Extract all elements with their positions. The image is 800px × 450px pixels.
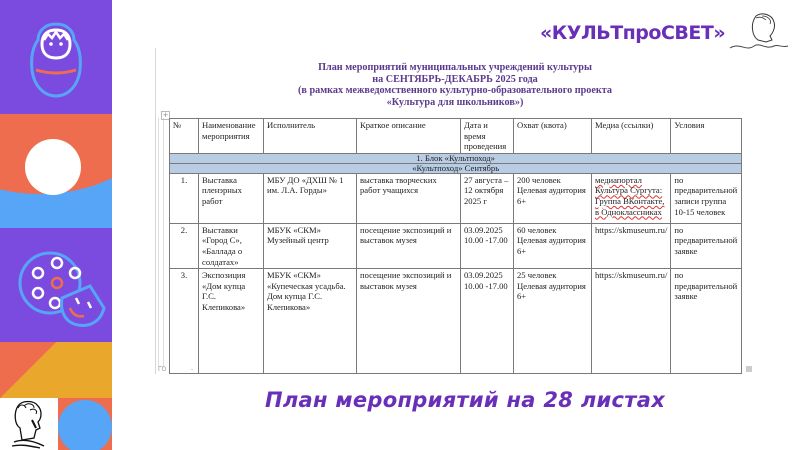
title-line-1: План мероприятий муниципальных учреждений культуры (318, 62, 592, 73)
section-month-row (170, 163, 742, 173)
matryoshka-tile (0, 0, 112, 114)
footer-mid-label: - (191, 366, 194, 373)
section-block-row (170, 153, 742, 163)
header-name: Наименование мероприятия (199, 119, 264, 154)
table-header-row (170, 119, 742, 154)
cell-coverage: 25 человек Целевая аудитория 6+ (514, 269, 592, 374)
title-line-3: (в рамках межведомственного культурно-образовательного проекта (298, 85, 612, 96)
section-block-label: 1. Блок «Культпоход» (170, 153, 742, 163)
film-reel-theatre-mask-icon (0, 228, 112, 342)
cell-conditions: по предварительной записи группа 10-15 человек (671, 173, 742, 223)
cell-media[interactable]: https://skmuseum.ru/ (592, 223, 671, 268)
cell-executor: МБУК «СКМ» Музейный центр (264, 223, 357, 268)
sun-wave-tile (0, 114, 112, 228)
vertical-ruler (158, 118, 164, 367)
header-media: Медиа (ссылки) (592, 119, 671, 154)
header-description: Краткое описание (357, 119, 461, 154)
events-table (169, 118, 742, 374)
cell-date: 03.09.2025 10.00 -17.00 (461, 269, 514, 374)
cell-conditions: по предварительной заявке (671, 223, 742, 268)
cell-description: выставка творческих работ учащихся (357, 173, 461, 223)
cell-num: 3. (170, 269, 199, 374)
cell-coverage: 200 человек Целевая аудитория 6+ (514, 173, 592, 223)
table-move-handle-icon[interactable]: + (162, 111, 169, 119)
document-page (155, 48, 754, 374)
footer-left-label: ГО (158, 366, 167, 373)
sun-wave-icon (25, 139, 81, 195)
cell-coverage: 60 человек Целевая аудитория 6+ (514, 223, 592, 268)
header-num: № (170, 119, 199, 154)
section-month-label: «Культпоход» Сентябрь (170, 163, 742, 173)
table-row (170, 223, 742, 268)
title-line-2: на СЕНТЯБРЬ-ДЕКАБРЬ 2025 года (372, 73, 538, 85)
title-line-4: «Культура для школьников») (386, 96, 524, 108)
cell-name: Выставка пленэрных работ (199, 173, 264, 223)
matryoshka-icon (0, 0, 112, 114)
bottom-caption: План мероприятий на 28 листах (264, 388, 666, 412)
document-footer (156, 366, 754, 374)
left-decorative-strip (0, 0, 112, 450)
cell-num: 2. (170, 223, 199, 268)
document-title (156, 62, 754, 108)
kultprosvet-logo: «КУЛЬТпроСВЕТ» (540, 22, 726, 44)
film-reel-tile (0, 228, 112, 342)
cell-name: Экспозиция «Дом купца Г.С. Клепикова» (199, 269, 264, 374)
header-coverage: Охват (квота) (514, 119, 592, 154)
resize-handle-icon[interactable] (746, 366, 752, 372)
cell-num: 1. (170, 173, 199, 223)
cell-executor: МБУК «СКМ» «Купеческая усадьба. Дом купца Г.С. Клепикова» (264, 269, 357, 374)
cell-description: посещение экспозиций и выставок музея (357, 223, 461, 268)
table-row (170, 269, 742, 374)
header-executor: Исполнитель (264, 119, 357, 154)
table-row (170, 173, 742, 223)
header-date: Дата и время проведения (461, 119, 514, 154)
cell-conditions: по предварительной заявке (671, 269, 742, 374)
header-conditions: Условия (671, 119, 742, 154)
cell-date: 03.09.2025 10.00 -17.00 (461, 223, 514, 268)
cell-name: Выставки «Город С», «Баллада о солдатах» (199, 223, 264, 268)
cell-executor: МБУ ДО «ДХШ № 1 им. Л.А. Горды» (264, 173, 357, 223)
cell-date: 27 августа – 12 октября 2025 г (461, 173, 514, 223)
cell-description: посещение экспозиций и выставок музея (357, 269, 461, 374)
cell-media[interactable]: медиапортал Культура Сургута: Группа ВКонтакте, в Одноклассниках (592, 173, 671, 223)
cell-media[interactable]: https://skmuseum.ru/ (592, 269, 671, 374)
